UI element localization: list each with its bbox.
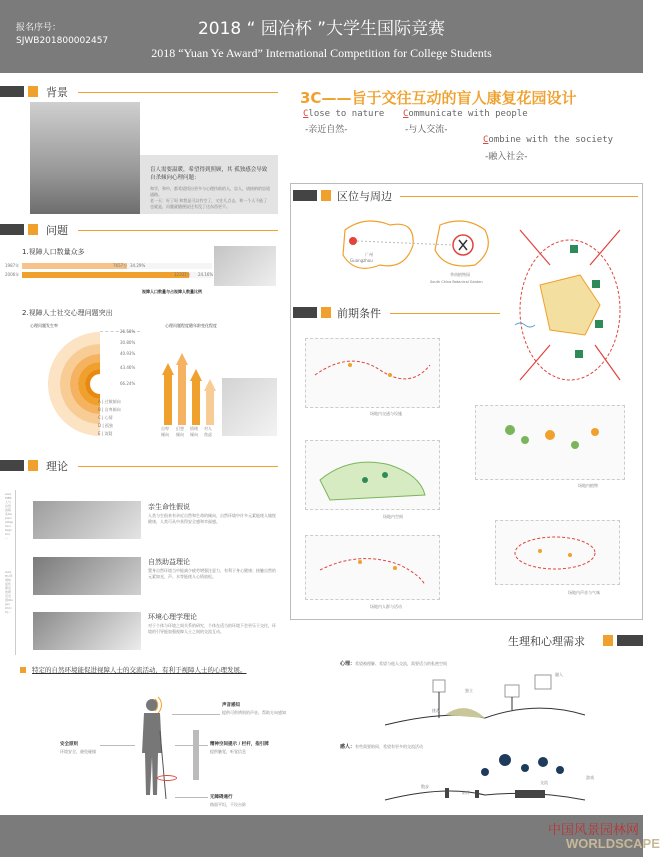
section-rule bbox=[78, 466, 278, 467]
arrow-2 bbox=[176, 353, 188, 425]
sound-wave-icon bbox=[145, 695, 165, 715]
bar-1987 bbox=[22, 263, 127, 269]
registration-number: SJWB201800002457 bbox=[16, 36, 109, 46]
leader-line bbox=[100, 745, 135, 746]
section-title-needs: 生理和心理需求 bbox=[508, 635, 585, 648]
arrow-1 bbox=[162, 363, 174, 425]
map-label-garden: 华南植物园 bbox=[450, 272, 470, 277]
section-rule bbox=[390, 313, 500, 314]
goal-2-en bbox=[403, 109, 528, 119]
panel-label-people: 场地内人群与活动 bbox=[370, 604, 402, 609]
section-title-location: 区位与周边 bbox=[337, 190, 392, 203]
needs-row1-label: 心理： bbox=[340, 661, 356, 667]
arrow-3 bbox=[190, 369, 202, 425]
section-bar bbox=[0, 224, 24, 235]
legend-d: D | 孤独 bbox=[98, 423, 113, 428]
space-overlay bbox=[310, 445, 435, 505]
needs-row2-note: 有些需要陪同，希望有更多的交流活动 bbox=[355, 744, 423, 749]
ring-pct-4: 43.46% bbox=[120, 365, 136, 370]
section-bar bbox=[617, 635, 643, 646]
figure-label-4-note: 路面平坦，不设台阶 bbox=[210, 802, 246, 807]
count-2006: 12331万 bbox=[174, 272, 191, 277]
leader-line bbox=[172, 714, 220, 715]
ring-pct-5: 66.24% bbox=[120, 381, 136, 386]
arrow-label-2: 幻想倾向 bbox=[176, 426, 184, 437]
theory-side-label-2: AAAHU环境恢复性理论的研究发现(Roger Ulrich)... bbox=[5, 570, 13, 614]
goal-3-cn: -融入社会- bbox=[485, 152, 528, 162]
needs-tag-company: 陪伴 bbox=[462, 790, 470, 795]
section-bar bbox=[0, 86, 24, 97]
registration-label: 报名序号： bbox=[16, 23, 62, 33]
conclusion-marker bbox=[20, 667, 26, 673]
row-year-2006: 2006年 bbox=[5, 272, 20, 277]
section-rule bbox=[78, 230, 278, 231]
goal-2-cn: -与人交流- bbox=[405, 125, 448, 135]
section-marker bbox=[28, 86, 38, 97]
section-marker bbox=[321, 307, 331, 318]
ground-marker bbox=[157, 775, 177, 781]
bar-2006 bbox=[22, 272, 189, 278]
ring-pct-2: 30.80% bbox=[120, 340, 136, 345]
blind-person-portrait bbox=[30, 102, 140, 214]
count-1987: 7657万 bbox=[113, 263, 128, 268]
theory-2-text: 置身自然环境当中能减少疲劳增强注意力，有利于身心健康；接触自然的元素如光、声、水等能使人心情放松。 bbox=[148, 568, 276, 579]
figure-label-2-title: 安全原则 bbox=[60, 742, 78, 747]
goal-2-rest: ommunicate with people bbox=[408, 109, 528, 119]
figure-label-1-title: 声音感知 bbox=[222, 703, 240, 708]
sound-overlay bbox=[500, 525, 615, 580]
needs-tag-independent: 独立 bbox=[465, 688, 473, 693]
section-title-conditions: 前期条件 bbox=[337, 307, 381, 320]
problem-2-title: 2.视障人士社交心理问题突出 bbox=[22, 309, 113, 317]
location-map bbox=[335, 215, 515, 285]
railing-post bbox=[193, 730, 199, 780]
figure-label-3-title: 精神空间提示 / 栏杆，指引牌 bbox=[210, 742, 269, 747]
ring-pct-1: 26.58% bbox=[120, 329, 136, 334]
goal-1-initial: C bbox=[303, 109, 309, 119]
needs-illustration-1 bbox=[385, 670, 585, 730]
section-rule bbox=[78, 92, 278, 93]
panel-label-plants: 场地内植物 bbox=[578, 483, 598, 488]
arrow-label-3: 情绪倾向 bbox=[190, 426, 198, 437]
section-bar bbox=[293, 307, 317, 318]
needs-tag-challenge: 挑战 bbox=[432, 708, 440, 713]
section-marker bbox=[321, 190, 331, 201]
leader-line bbox=[175, 797, 208, 798]
goal-1-en bbox=[303, 109, 384, 119]
section-rule bbox=[400, 196, 638, 197]
theory-1-text: 人类与生俱来有亲近自然和生命的倾向，自然环境中许多元素能使人愉悦健康，人类可从中获得安全感和幸福感。 bbox=[148, 513, 276, 524]
section-title-theory: 理论 bbox=[46, 460, 68, 473]
problem-1-caption: 视障人口数量与占视障人数量比例 bbox=[142, 289, 202, 294]
legend-c: C | 心情 bbox=[98, 415, 113, 420]
map-label-guangzhou-en: Guangzhou bbox=[350, 258, 373, 263]
chart-right-title: 心理问题程度随年龄变化程度 bbox=[165, 323, 217, 328]
map-label-guangzhou: 广州 bbox=[365, 252, 373, 257]
figure-label-1-note: 提供可供辨别的声音，帮助方向感知 bbox=[222, 710, 286, 715]
pct-2006: 24.16% bbox=[198, 272, 214, 277]
background-note-2: 老一天：好了吗 和我是可以有空了，又往几点去，和一个人不能了也就是，问题就随便说还有没了这东西更不。 bbox=[150, 198, 268, 209]
section-marker bbox=[28, 224, 38, 235]
theory-image-3 bbox=[33, 612, 141, 650]
needs-tag-talk: 交流 bbox=[540, 780, 548, 785]
plants-overlay bbox=[480, 410, 620, 475]
needs-illustration-2 bbox=[385, 750, 585, 805]
panel-label-sound: 场地内声音与气味 bbox=[568, 590, 600, 595]
goal-3-en bbox=[483, 135, 613, 145]
watermark-en: WORLDSCAPE bbox=[566, 836, 660, 851]
section-bar bbox=[0, 460, 24, 471]
theory-side-label-1: AAAMER人与自然的联系Kaplan (Stephen Kaplan) ... bbox=[5, 492, 14, 540]
goal-1-cn: -亲近自然- bbox=[305, 125, 348, 135]
theory-2-title: 自然助益理论 bbox=[148, 558, 190, 566]
panel-label-traffic: 场地内交通与设施 bbox=[370, 411, 402, 416]
map-label-garden-en: South China Botanical Garden bbox=[430, 280, 483, 284]
row-year-1987: 1987年 bbox=[5, 263, 20, 268]
people-image bbox=[222, 378, 277, 436]
goal-3-rest: ombine with the society bbox=[488, 135, 614, 145]
people-overlay bbox=[310, 540, 435, 595]
goal-2-initial: C bbox=[403, 109, 409, 119]
design-title: 3C——旨于交往互动的盲人康复花园设计 bbox=[300, 89, 577, 107]
theory-3-title: 环境心理学理论 bbox=[148, 613, 197, 621]
needs-tag-game: 游戏 bbox=[586, 775, 594, 780]
arrow-4 bbox=[204, 379, 216, 425]
theory-3-text: 对于个体与环境之间关系的研究，个体在适当的环境下会更乐于交往，环境的引导能加强视障人士之间的交流互动。 bbox=[148, 623, 276, 634]
competition-title-en: 2018 “Yuan Ye Award” International Competition for College Students bbox=[151, 46, 492, 60]
goal-3-initial: C bbox=[483, 135, 489, 145]
leader-line bbox=[175, 745, 208, 746]
legend-b: B | 自卑倾向 bbox=[98, 407, 121, 412]
theory-image-2 bbox=[33, 557, 141, 595]
needs-tag-walk: 散步 bbox=[421, 784, 429, 789]
theory-image-1 bbox=[33, 501, 141, 539]
theory-conclusion: 特定的自然环境能促进视障人士的交流活动，有利于视障人士的心理发展。 bbox=[32, 666, 247, 674]
ring-pct-3: 40.93% bbox=[120, 351, 136, 356]
footer-band bbox=[0, 815, 643, 857]
legend-a: A | 过敏倾向 bbox=[98, 399, 121, 404]
panel-label-space: 场地内空间 bbox=[383, 514, 403, 519]
goal-1-rest: lose to nature bbox=[308, 109, 385, 119]
watermark-cn: 中国风景园林网 bbox=[548, 823, 640, 838]
background-quote: 盲人需要温暖，希望得到照顾，其 孤独感会导致自杀倾向心理问题： bbox=[150, 167, 268, 181]
pct-1987: 34.29% bbox=[130, 263, 146, 268]
arrow-label-4: 对人焦虑 bbox=[204, 426, 212, 437]
needs-row2-label: 感人： bbox=[340, 744, 356, 750]
legend-e: E | 读疑 bbox=[98, 431, 113, 436]
figure-label-3-note: 提供触觉，听觉信息 bbox=[210, 749, 246, 754]
theory-1-title: 亲生命性假说 bbox=[148, 503, 190, 511]
crowd-image bbox=[214, 246, 276, 286]
traffic-path-overlay bbox=[310, 345, 435, 405]
section-bar bbox=[293, 190, 317, 201]
problem-1-title: 1.视障人口数量众多 bbox=[22, 248, 85, 256]
competition-title-cn: 2018 “ 园冶杯 ”大学生国际竞赛 bbox=[197, 19, 446, 39]
figure-label-2-note: 环境安全，避免碰撞 bbox=[60, 749, 96, 754]
section-marker bbox=[28, 460, 38, 471]
theory-divider bbox=[15, 490, 16, 655]
arrow-label-1: 自卑倾向 bbox=[161, 426, 169, 437]
site-context-map bbox=[510, 225, 630, 385]
figure-label-4-title: 无障碍通行 bbox=[210, 795, 233, 800]
needs-row1-note: 希望被理解、希望与他人交流，需要适当的私密空间 bbox=[355, 661, 447, 666]
chart-left-title: 心理问题发生率 bbox=[30, 323, 58, 328]
section-title-problem: 问题 bbox=[46, 224, 68, 237]
section-marker bbox=[603, 635, 613, 646]
section-title-background: 背景 bbox=[46, 86, 68, 99]
needs-tag-integrate: 融入 bbox=[555, 672, 563, 677]
arrow-chart bbox=[162, 335, 222, 425]
background-note-1: 和学，和中，都希望找出更多与心理扶助的人，盲人，请接纳的盲道通路。 bbox=[150, 186, 270, 197]
